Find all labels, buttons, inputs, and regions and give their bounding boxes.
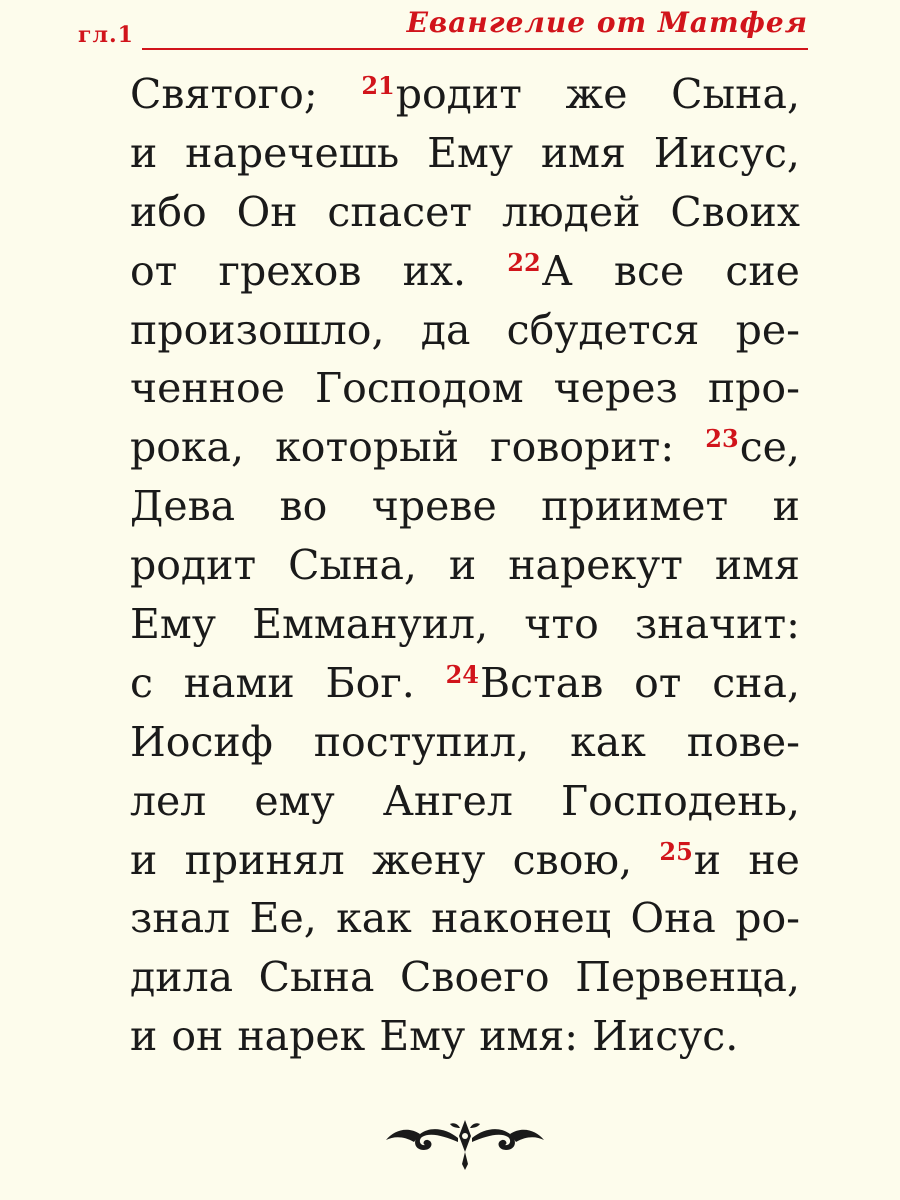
word [326,659,415,707]
word [130,836,157,884]
word [400,953,550,1001]
word-text: имя: [479,1012,579,1061]
floral-ornament-icon [380,1112,550,1172]
word [250,894,317,942]
word [554,364,678,412]
word [541,129,626,177]
word-text: и [693,835,722,884]
word [708,364,800,412]
word-text: как [336,894,412,943]
word-text: Господом [314,364,524,413]
word-text: Сына, [288,541,417,590]
word-text: приимет [541,482,729,531]
word-text: с [130,658,153,707]
word [403,247,466,295]
text-line [130,600,800,659]
word-text: имя [540,128,626,177]
word-text: Ангел [382,776,513,825]
word-text: знал [130,894,231,943]
word-text: значит: [634,600,800,649]
word-text: Встав [480,658,604,707]
word [379,1012,465,1060]
word [654,129,800,177]
word [184,659,295,707]
word-text: Иисус. [592,1012,739,1061]
word [336,894,412,942]
word-text: нами [183,658,295,707]
word [635,600,800,648]
text-line [130,247,800,306]
word [259,953,375,1001]
word [513,836,632,884]
word-text: Своего [400,953,550,1002]
text-line [130,894,800,953]
word-text: Ее, [249,894,317,943]
word-text: говорит: [490,423,675,472]
word [421,306,471,354]
word-text: се, [739,423,800,472]
word [254,777,334,825]
verse-number: 22 [507,247,541,277]
word [130,423,244,471]
text-line [130,306,800,365]
word [185,836,345,884]
word [130,953,233,1001]
word [237,188,298,236]
text-line [130,659,800,718]
word [130,659,153,707]
word-text: Святого; [130,70,318,118]
word-text: да [420,305,471,354]
word [361,70,522,118]
word-text: чреве [371,482,497,531]
page-header [78,6,808,50]
word-text: свою, [512,835,633,884]
word [524,600,598,648]
word [671,70,800,118]
word [431,894,611,942]
word-text: Еммануил, [252,600,489,649]
word [327,188,472,236]
word [427,129,513,177]
word-text: про- [707,364,800,413]
text-line [130,718,800,777]
word-text: он [171,1012,224,1061]
word [748,836,800,884]
word [130,541,256,589]
chapter-label: гл.1 [78,22,134,48]
word-text: наконец [431,894,612,943]
scripture-text [130,70,800,1071]
word-text: как [570,717,646,766]
word [288,541,417,589]
word [712,659,800,707]
word-text: через [553,364,678,413]
word-text: А [541,246,573,295]
word-text: поступил, [313,717,530,766]
word-text: сие [725,246,800,295]
word [507,247,572,295]
word-text: Дева [130,482,236,531]
text-line [130,129,800,188]
word-text: Иосиф [130,717,273,766]
word-text: и [130,1012,158,1061]
word-text: и [772,482,800,531]
word [130,70,318,118]
word-text: дила [130,953,234,1002]
text-line [130,777,800,836]
word [687,718,800,766]
verse-number: 25 [659,836,693,866]
word-text: Она [630,894,716,943]
word-text: родит [130,541,257,590]
text-line [130,541,800,600]
word [490,423,674,471]
word-text: произошло, [130,305,385,354]
book-title: Евангелие от Матфея [406,6,808,39]
word [219,247,362,295]
word-text: Господень, [561,776,800,825]
word [446,659,604,707]
word-text: что [524,600,599,649]
word [275,423,459,471]
word-text: жену [371,835,486,884]
word-text: Сына [258,953,375,1002]
word-text: же [565,70,628,118]
word [507,306,700,354]
word [449,541,476,589]
word [541,482,728,530]
word-text: Ему [379,1012,466,1061]
word [715,541,800,589]
word [736,306,800,354]
word [705,423,800,471]
word-text: во [279,482,328,531]
word-text: все [613,246,685,295]
word-text: Он [236,187,298,236]
word [508,541,683,589]
word-text: Сына, [671,70,800,118]
verse-number: 21 [361,71,395,100]
word-text: который [275,423,460,472]
word-text: не [748,835,800,884]
verse-number: 23 [705,424,739,454]
word [561,777,800,825]
word-text: грехов [218,246,362,295]
word [130,129,157,177]
word [130,600,216,648]
word-text: их. [402,246,467,295]
word-text: ченное [130,364,285,413]
word [185,129,399,177]
word-text: и [130,128,158,177]
word [130,718,273,766]
word [614,247,684,295]
word [566,70,628,118]
text-line [130,1012,800,1071]
word-text: от [130,246,178,295]
word-text: Первенца, [575,953,800,1002]
text-line [130,70,800,129]
word [130,364,285,412]
word-text: сбудется [506,305,700,354]
text-line [130,836,800,895]
word [252,600,488,648]
verse-number: 24 [445,659,479,689]
word-text: имя [714,541,800,590]
word-text: Иисус, [653,128,800,177]
word [130,1012,157,1060]
word [130,247,177,295]
word-text: принял [184,835,345,884]
header-rule [142,48,808,50]
word-text: пове- [686,717,800,766]
word-text: родит [395,70,522,118]
word [237,1012,365,1060]
word [634,659,681,707]
word [773,482,800,530]
text-line [130,953,800,1012]
word [725,247,800,295]
word-text: Бог. [325,658,415,707]
word-text: Ему [427,128,514,177]
word [479,1012,578,1060]
word [570,718,646,766]
text-line [130,364,800,423]
word [659,836,721,884]
word-text: и [130,835,158,884]
word [372,836,485,884]
word [575,953,800,1001]
word-text: спасет [327,187,473,236]
word [130,482,235,530]
text-line [130,423,800,482]
text-line [130,188,800,247]
word-text: людей [501,187,641,236]
word-text: лел [130,776,207,825]
word [502,188,641,236]
word-text: ему [254,776,335,825]
word [592,1012,738,1060]
word [670,188,800,236]
word-text: наречешь [185,128,400,177]
word-text: ре- [735,305,800,354]
word [130,894,230,942]
word [130,306,385,354]
word-text: рока, [130,423,245,472]
word-text: сна, [712,658,800,707]
word-text: Ему [130,600,216,649]
word [630,894,715,942]
word-text: ибо [130,187,207,236]
word-text: нарек [237,1012,366,1061]
word [735,894,800,942]
word-text: и [448,541,477,590]
word [315,364,524,412]
word-text: нарекут [508,541,683,590]
word-text: Своих [670,187,800,236]
text-line [130,482,800,541]
word [383,777,513,825]
word-text: от [634,658,682,707]
word [130,188,207,236]
word-text: ро- [735,894,800,943]
word [280,482,328,530]
word [171,1012,223,1060]
word [314,718,530,766]
word [130,777,206,825]
word [372,482,497,530]
